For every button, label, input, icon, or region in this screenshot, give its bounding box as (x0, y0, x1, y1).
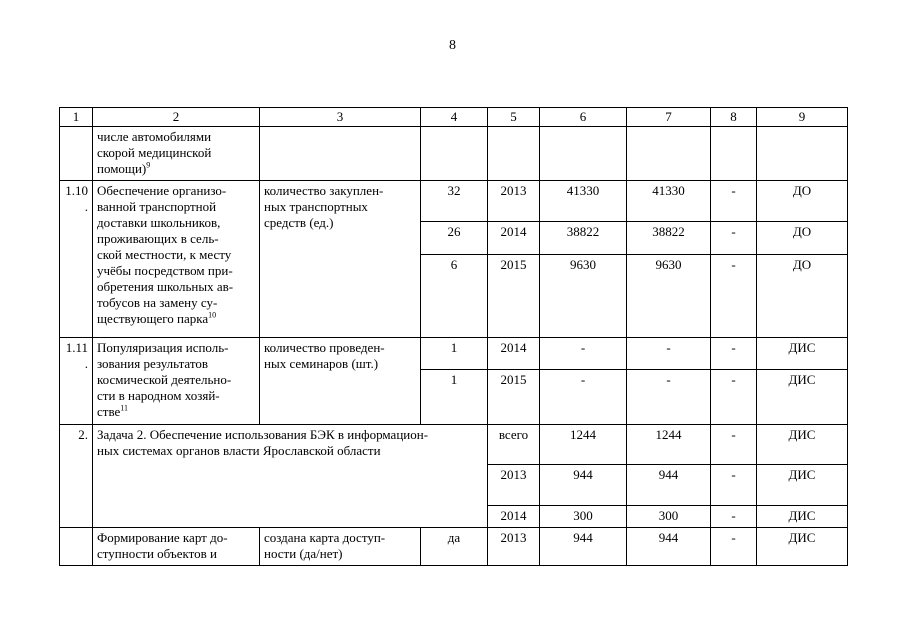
funding-regional: - (627, 370, 711, 425)
header-row (60, 108, 848, 127)
empty-cell (711, 127, 757, 181)
indicator-value: 6 (421, 255, 488, 338)
text-line: тобусов на замену су- (97, 295, 218, 310)
header-col-3: 3 (260, 108, 421, 127)
indicator-value: 32 (421, 181, 488, 222)
text-line: Популяризация исполь- (97, 340, 229, 355)
funding-other: - (711, 338, 757, 370)
funding-total: 9630 (540, 255, 627, 338)
funding-regional: - (627, 338, 711, 370)
text-line: ных семинаров (шт.) (264, 356, 379, 371)
funding-total: - (540, 338, 627, 370)
text-line: ности (да/нет) (264, 546, 343, 561)
text-line: ных транспортных (264, 199, 368, 214)
task-title-cell (93, 425, 488, 528)
indicator-value: 1 (421, 338, 488, 370)
year-cell: 2013 (488, 181, 540, 222)
text-line: числе автомобилями (97, 129, 212, 144)
funding-other: - (711, 181, 757, 222)
footnote-marker: 10 (208, 310, 217, 320)
executor-cell: ДИС (757, 465, 848, 506)
header-col-5: 5 (488, 108, 540, 127)
funding-total: 944 (540, 465, 627, 506)
funding-total: 38822 (540, 222, 627, 255)
funding-other: - (711, 506, 757, 528)
footnote-marker: 11 (120, 403, 128, 413)
year-cell: 2014 (488, 222, 540, 255)
year-cell: всего (488, 425, 540, 465)
funding-regional: 944 (627, 528, 711, 566)
indicator-cell (260, 528, 421, 566)
funding-regional: 41330 (627, 181, 711, 222)
header-col-4: 4 (421, 108, 488, 127)
funding-total: 1244 (540, 425, 627, 465)
text-line: космической деятельно- (97, 372, 232, 387)
row-number: 1.10. (60, 181, 93, 338)
year-cell: 2015 (488, 255, 540, 338)
funding-regional: 300 (627, 506, 711, 528)
row-number: 1.11. (60, 338, 93, 425)
text-line: обретения школьных ав- (97, 279, 234, 294)
footnote-marker: 9 (146, 160, 151, 170)
empty-cell (421, 127, 488, 181)
text-line: Задача 2. Обеспечение использования БЭК в информацион- (97, 427, 429, 442)
text-line: скорой медицинской (97, 145, 212, 160)
funding-other: - (711, 425, 757, 465)
indicator-value: 1 (421, 370, 488, 425)
text-line: количество проведен- (264, 340, 385, 355)
funding-regional: 1244 (627, 425, 711, 465)
activity-name-cell (93, 338, 260, 425)
text-line: ской местности, к месту (97, 247, 232, 262)
text-line: ступности объектов и (97, 546, 217, 561)
funding-other: - (711, 255, 757, 338)
text-line: ществующего парка (97, 311, 209, 326)
empty-cell (488, 127, 540, 181)
text-line: учёбы посредством при- (97, 263, 233, 278)
indicator-cell (260, 127, 421, 181)
empty-cell (757, 127, 848, 181)
text-line: Обеспечение организо- (97, 183, 227, 198)
row-number-cell (60, 528, 93, 566)
year-cell: 2014 (488, 506, 540, 528)
table-row-1-11-a (60, 338, 848, 370)
indicator-value: да (421, 528, 488, 566)
year-cell: 2013 (488, 465, 540, 506)
executor-cell: ДИС (757, 338, 848, 370)
table-row-1-10-a (60, 181, 848, 222)
funding-total: 41330 (540, 181, 627, 222)
activity-name-cell (93, 181, 260, 338)
empty-cell (627, 127, 711, 181)
row-number: 2. (60, 425, 93, 528)
funding-other: - (711, 465, 757, 506)
page-number: 8 (449, 38, 456, 53)
indicator-cell (260, 181, 421, 338)
executor-cell: ДИС (757, 370, 848, 425)
indicator-cell (260, 338, 421, 425)
funding-regional: 9630 (627, 255, 711, 338)
header-col-6: 6 (540, 108, 627, 127)
funding-regional: 944 (627, 465, 711, 506)
table-row-task-2-a (60, 425, 848, 465)
funding-other: - (711, 370, 757, 425)
text-line: средств (ед.) (264, 215, 334, 230)
activity-name-cell (93, 127, 260, 181)
funding-total: 300 (540, 506, 627, 528)
text-line: стве (97, 404, 121, 419)
program-table (59, 107, 848, 566)
text-line: создана карта доступ- (264, 530, 386, 545)
text-line: помощи) (97, 161, 147, 176)
indicator-value: 26 (421, 222, 488, 255)
table-row-continuation (60, 127, 848, 181)
executor-cell: ДО (757, 255, 848, 338)
executor-cell: ДИС (757, 506, 848, 528)
executor-cell: ДИС (757, 528, 848, 566)
funding-total: - (540, 370, 627, 425)
funding-total: 944 (540, 528, 627, 566)
text-line: сти в народном хозяй- (97, 388, 220, 403)
text-line: доставки школьников, (97, 215, 221, 230)
empty-cell (540, 127, 627, 181)
text-line: ванной транспортной (97, 199, 217, 214)
funding-regional: 38822 (627, 222, 711, 255)
funding-other: - (711, 222, 757, 255)
header-col-7: 7 (627, 108, 711, 127)
year-cell: 2013 (488, 528, 540, 566)
row-number-cell (60, 127, 93, 181)
executor-cell: ДО (757, 181, 848, 222)
text-line: проживающих в сель- (97, 231, 219, 246)
executor-cell: ДИС (757, 425, 848, 465)
header-col-9: 9 (757, 108, 848, 127)
text-line: ных системах органов власти Ярославской области (97, 443, 381, 458)
header-col-2: 2 (93, 108, 260, 127)
header-col-1: 1 (60, 108, 93, 127)
year-cell: 2015 (488, 370, 540, 425)
funding-other: - (711, 528, 757, 566)
activity-name-cell (93, 528, 260, 566)
text-line: Формирование карт до- (97, 530, 228, 545)
text-line: количество закуплен- (264, 183, 384, 198)
table-row-last (60, 528, 848, 566)
text-line: зования результатов (97, 356, 209, 371)
year-cell: 2014 (488, 338, 540, 370)
executor-cell: ДО (757, 222, 848, 255)
header-col-8: 8 (711, 108, 757, 127)
